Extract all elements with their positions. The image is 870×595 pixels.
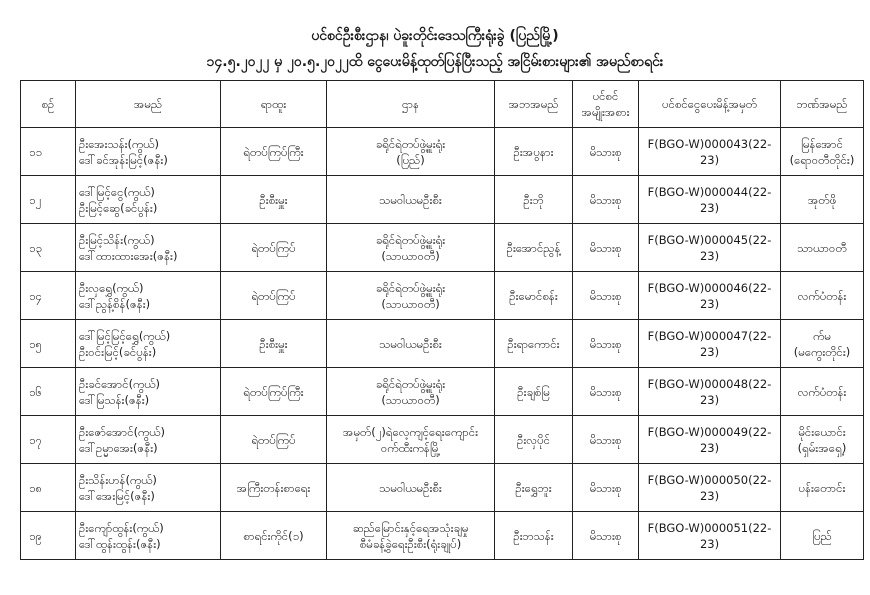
column-header-father-name [495,81,573,128]
cell-department [327,176,495,224]
cell-department [327,368,495,416]
cell-department-line: ဝက်ထီးကန်မြို့ [380,440,441,455]
cell-bank-line: မြန်အောင် [801,136,843,151]
cell-pension-type [573,416,639,464]
cell-name-line: ဦးလှရွှေ(ကွယ်) [79,280,144,295]
cell-bank-line: လက်ပံတန်း [797,384,847,399]
cell-no: ၁၆ [21,368,76,416]
cell-order-number: F(BGO-W)000047(22-23) [639,320,781,368]
cell-name-line: ဒေါ်ညွန့်စိန်(ဇနီး) [79,296,151,311]
table-row [21,272,864,320]
cell-department-line: (သာယာဝတီ) [381,248,440,263]
cell-father-name-line: ဦးလှပိုင် [516,432,551,447]
cell-no: ၁၈ [21,464,76,512]
cell-name-line: ဦးမြင့်ဆွေ(ခင်ပွန်း) [79,200,158,215]
cell-father-name-line: ဦးချစ်မြ [517,384,550,399]
cell-father-name [495,272,573,320]
cell-bank-line: က်မ [813,328,831,343]
cell-father-name-line: ဦးရွှေဘူး [515,480,552,495]
cell-department-line: (ပြည်) [396,152,425,167]
cell-department-line: ခရိုင်ရဲတပ်ဖွဲ့မှူးရုံး [375,280,446,295]
cell-department [327,416,495,464]
cell-name-line: ဒေါ်ခင်အုန်းမြင့်(ဇနီး) [79,152,168,167]
cell-father-name [495,176,573,224]
cell-name-line: ဒေါ်ထားထားအေး(ဇနီး) [79,248,178,263]
table-row [21,512,864,560]
cell-name-line: ဒေါ်ထွန်းထွန်း(ဇနီး) [79,536,161,551]
column-header-no [21,81,76,128]
cell-rank-line: ဦးစီးမှူး [259,336,288,351]
cell-rank-line: ရဲတပ်ကြပ် [251,288,296,303]
cell-rank [221,416,327,464]
cell-father-name [495,224,573,272]
column-header-rank [221,81,327,128]
cell-pension-type [573,272,639,320]
cell-order-number: F(BGO-W)000043(22-23) [639,128,781,176]
cell-rank-line: ဦးစီးမှူး [259,192,288,207]
cell-no: ၁၄ [21,272,76,320]
cell-department [327,464,495,512]
cell-department-line: သမဝါယမဦးစီး [379,336,442,351]
cell-order-number: F(BGO-W)000050(22-23) [639,464,781,512]
table-row [21,176,864,224]
cell-name-line: ဦးဇော်အောင်(ကွယ်) [79,424,165,439]
cell-father-name [495,512,573,560]
cell-rank-line: ရဲတပ်ကြပ်ကြီး [243,384,304,399]
cell-no: ၁၅ [21,320,76,368]
cell-name-line: ဦးသိန်းဟန်(ကွယ်) [79,472,157,487]
cell-department [327,512,495,560]
cell-father-name [495,320,573,368]
cell-bank [781,320,864,368]
cell-rank [221,368,327,416]
cell-pension-type-line: မိသားစု [589,432,622,447]
column-header-text: ဘဏ်အမည် [796,97,848,111]
cell-father-name-line: ဦးအပွနား [513,144,554,159]
cell-order-number: F(BGO-W)000051(22-23) [639,512,781,560]
cell-name-line: ဦးကျော်ထွန်း(ကွယ်) [79,520,164,535]
column-header-text: ဌာန [401,97,420,111]
cell-name-line: ဦးမြင့်သိန်း(ကွယ်) [79,232,155,247]
cell-order-number: F(BGO-W)000046(22-23) [639,272,781,320]
table-row [21,128,864,176]
table-body [21,128,864,560]
cell-name-line: ဒေါ်အေးမြင့်(ဇနီး) [79,488,155,503]
cell-name [76,176,221,224]
cell-no: ၁၂ [21,176,76,224]
cell-name [76,320,221,368]
cell-no: ၁၃ [21,224,76,272]
cell-rank-line: ရဲတပ်ကြပ်ကြီး [243,144,304,159]
cell-bank-line: (မကွေးတိုင်း) [793,344,851,359]
cell-name [76,368,221,416]
cell-pension-type-line: မိသားစု [589,144,622,159]
cell-father-name-line: ဦးအောင်ညွန့် [506,240,561,255]
column-header-text: အဘအမည် [508,97,559,111]
column-header-text: အမည် [133,97,163,111]
cell-pension-type-line: မိသားစု [589,336,622,351]
cell-pension-type [573,368,639,416]
cell-pension-type-line: မိသားစု [589,192,622,207]
cell-bank [781,368,864,416]
cell-department-line: သမဝါယမဦးစီး [379,192,442,207]
cell-father-name-line: ဦးဘို [523,192,544,207]
cell-department [327,224,495,272]
table-row [21,464,864,512]
cell-order-number: F(BGO-W)000048(22-23) [639,368,781,416]
cell-pension-type-line: မိသားစု [589,528,622,543]
cell-pension-type-line: မိသားစု [589,384,622,399]
cell-name-line: ဒေါ်ဥမ္မာအေး(ဇနီး) [79,440,158,455]
cell-bank [781,272,864,320]
cell-father-name [495,464,573,512]
cell-pension-type-line: မိသားစု [589,288,622,303]
cell-rank [221,128,327,176]
cell-name [76,416,221,464]
cell-name [76,272,221,320]
cell-name [76,224,221,272]
cell-pension-type [573,464,639,512]
cell-bank-line: ပြည် [812,528,832,543]
cell-rank [221,464,327,512]
cell-no: ၁၁ [21,128,76,176]
cell-bank-line: သာယာဝတီ [797,240,847,255]
table-row [21,416,864,464]
cell-bank-line: (ရောဝတီတိုင်း) [789,152,855,167]
cell-pension-type [573,128,639,176]
table-row [21,224,864,272]
table-header-row [21,81,864,128]
cell-order-number: F(BGO-W)000044(22-23) [639,176,781,224]
cell-father-name-line: ဦးဘသန်း [513,528,554,543]
cell-pension-type-line: မိသားစု [589,480,622,495]
cell-rank [221,224,327,272]
column-header-name [76,81,221,128]
cell-name-line: ဦးခင်အောင်(ကွယ်) [79,376,160,391]
cell-father-name-line: ဦးရာကောင်း [507,336,560,351]
cell-pension-type [573,176,639,224]
cell-bank [781,464,864,512]
column-header-text: ပင်စင် [592,89,619,103]
cell-name [76,128,221,176]
pension-table [20,80,864,560]
document-subtitle: ၁၄.၅.၂၀၂၂ မှ ၂၀.၅.၂၀၂၂ထိ ငွေပေးမိန့်ထုတ်ပြန်ပြီးသည့် အငြိမ်းစားများ၏ အမည်စာရင်း [206,54,664,70]
cell-department-line: စီမံခန့်ခွဲရေးဦးစီး(ရုံးချုပ်) [359,536,462,551]
table-row [21,320,864,368]
cell-order-number: F(BGO-W)000049(22-23) [639,416,781,464]
cell-rank-line: ရဲတပ်ကြပ် [251,240,296,255]
cell-department-line: အမှတ်(၂)ရဲလေ့ကျင့်ရေးကျောင်း [342,424,479,439]
cell-order-number: F(BGO-W)000045(22-23) [639,224,781,272]
column-header-text: အမျိုးအစား [581,105,630,119]
cell-rank [221,272,327,320]
cell-rank-line: စာရင်းကိုင်(၁) [243,528,304,543]
cell-department-line: (သာယာဝတီ) [381,296,440,311]
column-header-text: ပင်စင်ငွေပေးမိန့်အမှတ် [662,97,757,111]
cell-name-line: ဒေါ်မြသန်း(ဇနီး) [79,392,150,407]
cell-pension-type [573,320,639,368]
cell-department-line: သမဝါယမဦးစီး [379,480,442,495]
column-header-text: ရာထူး [260,97,287,111]
cell-department-line: ခရိုင်ရဲတပ်ဖွဲ့မှူးရုံး [375,136,446,151]
cell-no: ၁၉ [21,512,76,560]
cell-bank-line: အုတ်ဖို [807,192,837,207]
column-header-department [327,81,495,128]
cell-bank [781,512,864,560]
cell-father-name [495,368,573,416]
cell-bank [781,224,864,272]
cell-department [327,128,495,176]
column-header-pension-type [573,81,639,128]
table-row [21,368,864,416]
cell-bank [781,416,864,464]
cell-department-line: (သာယာဝတီ) [381,392,440,407]
cell-department [327,320,495,368]
column-header-bank [781,81,864,128]
cell-name-line: ဒေါ်မြင့်မြင့်ရွှေ(ကွယ်) [79,328,171,343]
cell-pension-type [573,224,639,272]
cell-name [76,512,221,560]
cell-father-name [495,128,573,176]
cell-name-line: ဒေါ်မြင့်ငွေ(ကွယ်) [79,184,155,199]
cell-rank [221,176,327,224]
cell-bank-line: လက်ပံတန်း [797,288,847,303]
cell-pension-type-line: မိသားစု [589,240,622,255]
cell-bank-line: မိုင်းယောင်း [798,424,846,439]
cell-bank-line: (ရှမ်းအရှေ့) [797,440,847,455]
cell-department-line: ခရိုင်ရဲတပ်ဖွဲ့မှူးရုံး [375,376,446,391]
cell-pension-type [573,512,639,560]
cell-bank [781,128,864,176]
cell-rank-line: အကြီးတန်းစာရေး [236,480,311,495]
cell-department-line: ခရိုင်ရဲတပ်ဖွဲ့မှူးရုံး [375,232,446,247]
column-header-text: စဉ် [41,97,55,111]
cell-no: ၁၇ [21,416,76,464]
cell-father-name [495,416,573,464]
cell-bank-line: ပန်းတောင်း [798,480,846,495]
cell-name-line: ဦးဝင်းမြင့်(ခင်ပွန်း) [79,344,157,359]
cell-father-name-line: ဦးမောင်စန်း [509,288,558,303]
cell-bank [781,176,864,224]
cell-name-line: ဦးအေးသန်း(ကွယ်) [79,136,159,151]
document-title: ပင်စင်ဦးစီးဌာန၊ ပဲခူးတိုင်းဒေသကြီးရုံးခွဲ (ပြည်မြို့) [311,28,559,44]
column-header-order-number [639,81,781,128]
cell-department-line: ဆည်မြောင်းနှင့်ရေအသုံးချမှု [352,520,469,535]
cell-name [76,464,221,512]
cell-rank [221,512,327,560]
cell-rank-line: ရဲတပ်ကြပ် [251,432,296,447]
cell-rank [221,320,327,368]
cell-department [327,272,495,320]
